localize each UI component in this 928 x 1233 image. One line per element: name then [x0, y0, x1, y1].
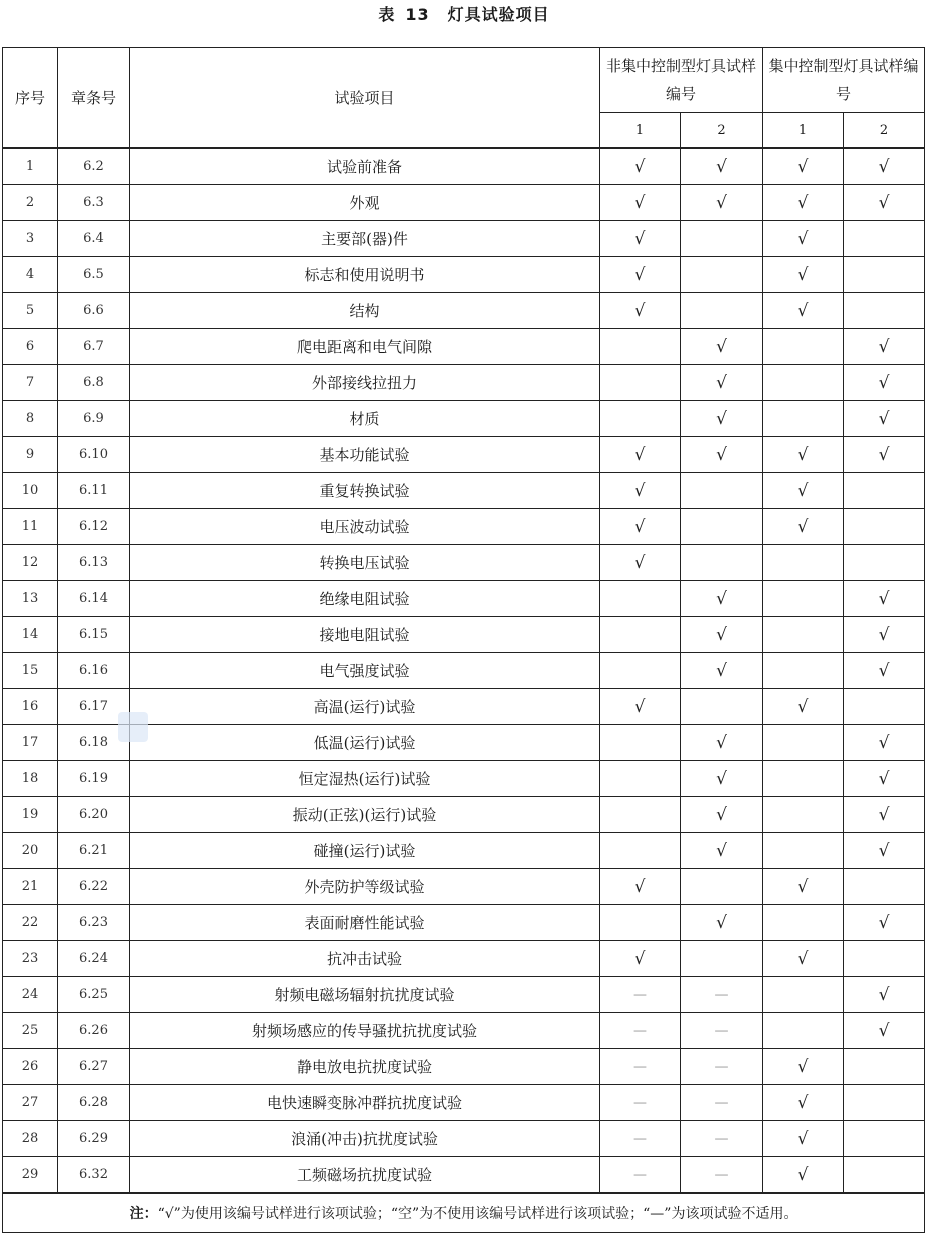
cell-non-centralized-sample-2	[681, 941, 763, 977]
cell-test-item: 爬电距离和电气间隙	[130, 329, 600, 365]
cell-centralized-sample-1: √	[763, 221, 844, 257]
cell-non-centralized-sample-2: —	[681, 1049, 763, 1085]
cell-centralized-sample-1: √	[763, 473, 844, 509]
cell-non-centralized-sample-1: √	[600, 941, 681, 977]
cell-seq: 25	[3, 1013, 58, 1049]
cell-centralized-sample-1	[763, 329, 844, 365]
cell-clause: 6.27	[58, 1049, 130, 1085]
cell-centralized-sample-1	[763, 581, 844, 617]
cell-non-centralized-sample-1	[600, 797, 681, 833]
cell-test-item: 标志和使用说明书	[130, 257, 600, 293]
table-row	[3, 221, 925, 257]
table-row	[3, 473, 925, 509]
cell-non-centralized-sample-2	[681, 869, 763, 905]
cell-centralized-sample-2	[844, 293, 925, 329]
cell-centralized-sample-2	[844, 941, 925, 977]
cell-centralized-sample-2	[844, 1121, 925, 1157]
cell-non-centralized-sample-1: √	[600, 509, 681, 545]
cell-clause: 6.17	[58, 689, 130, 725]
cell-non-centralized-sample-1: √	[600, 257, 681, 293]
cell-non-centralized-sample-2: —	[681, 1157, 763, 1194]
header-group-a-sample-2: 2	[681, 113, 763, 149]
cell-test-item: 电快速瞬变脉冲群抗扰度试验	[130, 1085, 600, 1121]
cell-clause: 6.18	[58, 725, 130, 761]
cell-clause: 6.15	[58, 617, 130, 653]
cell-non-centralized-sample-2: √	[681, 833, 763, 869]
table-row	[3, 1121, 925, 1157]
cell-non-centralized-sample-1	[600, 833, 681, 869]
cell-centralized-sample-2: √	[844, 185, 925, 221]
cell-centralized-sample-2	[844, 221, 925, 257]
table-row	[3, 437, 925, 473]
table-body	[3, 148, 925, 1193]
cell-non-centralized-sample-2: √	[681, 725, 763, 761]
cell-non-centralized-sample-1: √	[600, 473, 681, 509]
cell-seq: 13	[3, 581, 58, 617]
cell-non-centralized-sample-2: √	[681, 617, 763, 653]
cell-test-item: 外部接线拉扭力	[130, 365, 600, 401]
cell-non-centralized-sample-2: √	[681, 401, 763, 437]
caption-title: 灯具试验项目	[447, 5, 550, 24]
cell-non-centralized-sample-2	[681, 293, 763, 329]
cell-non-centralized-sample-2: —	[681, 1085, 763, 1121]
cell-non-centralized-sample-1	[600, 761, 681, 797]
cell-test-item: 基本功能试验	[130, 437, 600, 473]
cell-seq: 10	[3, 473, 58, 509]
cell-centralized-sample-2: √	[844, 653, 925, 689]
table-row	[3, 797, 925, 833]
table-row	[3, 185, 925, 221]
cell-test-item: 转换电压试验	[130, 545, 600, 581]
cell-clause: 6.6	[58, 293, 130, 329]
cell-centralized-sample-2	[844, 1157, 925, 1194]
cell-clause: 6.24	[58, 941, 130, 977]
cell-seq: 11	[3, 509, 58, 545]
cell-seq: 19	[3, 797, 58, 833]
cell-non-centralized-sample-2: √	[681, 437, 763, 473]
cell-clause: 6.4	[58, 221, 130, 257]
cell-centralized-sample-1: √	[763, 257, 844, 293]
cell-centralized-sample-1	[763, 797, 844, 833]
header-group-centralized: 集中控制型灯具试样编号	[763, 48, 925, 113]
cell-non-centralized-sample-1: √	[600, 437, 681, 473]
cell-centralized-sample-2: √	[844, 617, 925, 653]
cell-non-centralized-sample-2: √	[681, 365, 763, 401]
cell-test-item: 静电放电抗扰度试验	[130, 1049, 600, 1085]
cell-clause: 6.8	[58, 365, 130, 401]
cell-centralized-sample-1: √	[763, 437, 844, 473]
watermark-badge	[118, 712, 148, 742]
cell-test-item: 主要部(器)件	[130, 221, 600, 257]
cell-seq: 24	[3, 977, 58, 1013]
cell-centralized-sample-2	[844, 1085, 925, 1121]
cell-centralized-sample-2	[844, 473, 925, 509]
table-row	[3, 761, 925, 797]
header-seq: 序号	[3, 48, 58, 149]
cell-clause: 6.25	[58, 977, 130, 1013]
cell-test-item: 电气强度试验	[130, 653, 600, 689]
cell-test-item: 电压波动试验	[130, 509, 600, 545]
cell-seq: 6	[3, 329, 58, 365]
cell-seq: 18	[3, 761, 58, 797]
cell-clause: 6.9	[58, 401, 130, 437]
cell-test-item: 低温(运行)试验	[130, 725, 600, 761]
cell-test-item: 浪涌(冲击)抗扰度试验	[130, 1121, 600, 1157]
cell-non-centralized-sample-1	[600, 905, 681, 941]
cell-clause: 6.22	[58, 869, 130, 905]
table-row	[3, 257, 925, 293]
cell-seq: 14	[3, 617, 58, 653]
cell-seq: 4	[3, 257, 58, 293]
cell-centralized-sample-1: √	[763, 1157, 844, 1194]
cell-centralized-sample-1: √	[763, 185, 844, 221]
table-row	[3, 293, 925, 329]
cell-non-centralized-sample-2: √	[681, 653, 763, 689]
cell-non-centralized-sample-1: √	[600, 185, 681, 221]
cell-clause: 6.3	[58, 185, 130, 221]
table-row	[3, 148, 925, 185]
cell-seq: 27	[3, 1085, 58, 1121]
cell-seq: 12	[3, 545, 58, 581]
cell-centralized-sample-1	[763, 833, 844, 869]
cell-test-item: 接地电阻试验	[130, 617, 600, 653]
cell-centralized-sample-2: √	[844, 905, 925, 941]
table-row	[3, 617, 925, 653]
cell-centralized-sample-1: √	[763, 869, 844, 905]
cell-non-centralized-sample-1: —	[600, 1121, 681, 1157]
cell-centralized-sample-2: √	[844, 977, 925, 1013]
cell-test-item: 抗冲击试验	[130, 941, 600, 977]
cell-centralized-sample-1	[763, 725, 844, 761]
header-clause: 章条号	[58, 48, 130, 149]
cell-non-centralized-sample-1: √	[600, 545, 681, 581]
cell-seq: 1	[3, 148, 58, 185]
table-row	[3, 1049, 925, 1085]
cell-test-item: 工频磁场抗扰度试验	[130, 1157, 600, 1194]
table-note	[3, 1193, 925, 1233]
cell-clause: 6.26	[58, 1013, 130, 1049]
cell-centralized-sample-2: √	[844, 148, 925, 185]
cell-non-centralized-sample-1: —	[600, 1085, 681, 1121]
cell-non-centralized-sample-2: —	[681, 1013, 763, 1049]
cell-non-centralized-sample-1	[600, 401, 681, 437]
table-row	[3, 545, 925, 581]
cell-centralized-sample-2: √	[844, 833, 925, 869]
cell-non-centralized-sample-1: √	[600, 689, 681, 725]
cell-centralized-sample-1	[763, 401, 844, 437]
cell-clause: 6.2	[58, 148, 130, 185]
cell-centralized-sample-1: √	[763, 1049, 844, 1085]
cell-centralized-sample-1	[763, 365, 844, 401]
cell-non-centralized-sample-2: —	[681, 977, 763, 1013]
cell-clause: 6.10	[58, 437, 130, 473]
table-row	[3, 509, 925, 545]
cell-centralized-sample-2	[844, 545, 925, 581]
cell-seq: 28	[3, 1121, 58, 1157]
table-row	[3, 365, 925, 401]
cell-centralized-sample-1	[763, 977, 844, 1013]
table-row	[3, 941, 925, 977]
cell-centralized-sample-2: √	[844, 725, 925, 761]
cell-non-centralized-sample-1	[600, 581, 681, 617]
header-group-a-sample-1: 1	[600, 113, 681, 149]
cell-centralized-sample-1: √	[763, 509, 844, 545]
cell-non-centralized-sample-1: √	[600, 221, 681, 257]
cell-centralized-sample-2: √	[844, 329, 925, 365]
cell-non-centralized-sample-2: √	[681, 185, 763, 221]
cell-test-item: 外观	[130, 185, 600, 221]
cell-centralized-sample-2	[844, 509, 925, 545]
cell-centralized-sample-1: √	[763, 1085, 844, 1121]
cell-non-centralized-sample-1	[600, 617, 681, 653]
table-row	[3, 1013, 925, 1049]
cell-seq: 15	[3, 653, 58, 689]
cell-test-item: 结构	[130, 293, 600, 329]
cell-centralized-sample-1: √	[763, 689, 844, 725]
cell-non-centralized-sample-1: √	[600, 293, 681, 329]
cell-test-item: 射频场感应的传导骚扰抗扰度试验	[130, 1013, 600, 1049]
cell-non-centralized-sample-2	[681, 257, 763, 293]
cell-centralized-sample-2	[844, 1049, 925, 1085]
cell-centralized-sample-1	[763, 905, 844, 941]
cell-non-centralized-sample-2: √	[681, 329, 763, 365]
table-header	[3, 48, 925, 149]
cell-seq: 3	[3, 221, 58, 257]
cell-non-centralized-sample-2	[681, 221, 763, 257]
cell-non-centralized-sample-2	[681, 689, 763, 725]
cell-non-centralized-sample-1	[600, 653, 681, 689]
note-text: “√”为使用该编号试样进行该项试验；“空”为不使用该编号试样进行该项试验；“—”为该项试验不适用。	[157, 1206, 798, 1222]
cell-centralized-sample-1	[763, 653, 844, 689]
cell-seq: 9	[3, 437, 58, 473]
cell-test-item: 试验前准备	[130, 148, 600, 185]
cell-non-centralized-sample-1: —	[600, 1013, 681, 1049]
cell-test-item: 外壳防护等级试验	[130, 869, 600, 905]
cell-centralized-sample-2: √	[844, 761, 925, 797]
cell-non-centralized-sample-2: √	[681, 797, 763, 833]
cell-seq: 17	[3, 725, 58, 761]
cell-centralized-sample-2: √	[844, 437, 925, 473]
cell-non-centralized-sample-1	[600, 725, 681, 761]
cell-test-item: 表面耐磨性能试验	[130, 905, 600, 941]
cell-clause: 6.28	[58, 1085, 130, 1121]
cell-non-centralized-sample-2: √	[681, 148, 763, 185]
cell-centralized-sample-1	[763, 761, 844, 797]
table-caption	[0, 0, 928, 30]
cell-non-centralized-sample-2: √	[681, 581, 763, 617]
cell-seq: 23	[3, 941, 58, 977]
cell-centralized-sample-2	[844, 257, 925, 293]
cell-centralized-sample-2: √	[844, 401, 925, 437]
cell-clause: 6.32	[58, 1157, 130, 1194]
header-group-b-sample-1: 1	[763, 113, 844, 149]
cell-centralized-sample-1	[763, 545, 844, 581]
cell-clause: 6.7	[58, 329, 130, 365]
header-item: 试验项目	[130, 48, 600, 149]
table-row	[3, 581, 925, 617]
cell-test-item: 高温(运行)试验	[130, 689, 600, 725]
cell-test-item: 射频电磁场辐射抗扰度试验	[130, 977, 600, 1013]
cell-clause: 6.12	[58, 509, 130, 545]
cell-clause: 6.5	[58, 257, 130, 293]
cell-non-centralized-sample-2: √	[681, 761, 763, 797]
caption-number: 13	[405, 5, 430, 24]
table-row	[3, 329, 925, 365]
cell-seq: 2	[3, 185, 58, 221]
table-row	[3, 869, 925, 905]
cell-centralized-sample-1: √	[763, 293, 844, 329]
cell-non-centralized-sample-1: √	[600, 148, 681, 185]
cell-clause: 6.13	[58, 545, 130, 581]
test-items-table	[2, 47, 925, 1233]
cell-seq: 22	[3, 905, 58, 941]
cell-seq: 21	[3, 869, 58, 905]
cell-test-item: 重复转换试验	[130, 473, 600, 509]
table-row	[3, 833, 925, 869]
cell-centralized-sample-1: √	[763, 148, 844, 185]
table-row	[3, 653, 925, 689]
note-prefix: 注：	[129, 1206, 158, 1222]
cell-centralized-sample-2	[844, 689, 925, 725]
table-row	[3, 1085, 925, 1121]
cell-clause: 6.14	[58, 581, 130, 617]
cell-centralized-sample-2: √	[844, 365, 925, 401]
table-row	[3, 905, 925, 941]
cell-seq: 26	[3, 1049, 58, 1085]
cell-test-item: 恒定湿热(运行)试验	[130, 761, 600, 797]
cell-clause: 6.16	[58, 653, 130, 689]
table-row	[3, 401, 925, 437]
cell-non-centralized-sample-1: √	[600, 869, 681, 905]
cell-clause: 6.19	[58, 761, 130, 797]
cell-centralized-sample-2	[844, 869, 925, 905]
cell-centralized-sample-2: √	[844, 581, 925, 617]
cell-seq: 16	[3, 689, 58, 725]
cell-test-item: 碰撞(运行)试验	[130, 833, 600, 869]
cell-centralized-sample-2: √	[844, 797, 925, 833]
caption-label: 表	[378, 5, 396, 24]
cell-test-item: 绝缘电阻试验	[130, 581, 600, 617]
header-group-b-sample-2: 2	[844, 113, 925, 149]
cell-seq: 7	[3, 365, 58, 401]
table-row	[3, 977, 925, 1013]
cell-non-centralized-sample-1: —	[600, 977, 681, 1013]
cell-test-item: 振动(正弦)(运行)试验	[130, 797, 600, 833]
cell-non-centralized-sample-2: —	[681, 1121, 763, 1157]
header-group-non-centralized: 非集中控制型灯具试样编号	[600, 48, 763, 113]
cell-clause: 6.21	[58, 833, 130, 869]
cell-non-centralized-sample-1	[600, 329, 681, 365]
cell-centralized-sample-1: √	[763, 1121, 844, 1157]
cell-clause: 6.11	[58, 473, 130, 509]
cell-centralized-sample-1	[763, 1013, 844, 1049]
cell-clause: 6.23	[58, 905, 130, 941]
cell-non-centralized-sample-2: √	[681, 905, 763, 941]
cell-seq: 8	[3, 401, 58, 437]
cell-test-item: 材质	[130, 401, 600, 437]
cell-clause: 6.20	[58, 797, 130, 833]
cell-seq: 29	[3, 1157, 58, 1194]
cell-non-centralized-sample-2	[681, 509, 763, 545]
cell-seq: 20	[3, 833, 58, 869]
cell-non-centralized-sample-1	[600, 365, 681, 401]
cell-non-centralized-sample-2	[681, 545, 763, 581]
cell-non-centralized-sample-1: —	[600, 1157, 681, 1194]
table-row	[3, 1157, 925, 1194]
cell-centralized-sample-1: √	[763, 941, 844, 977]
cell-seq: 5	[3, 293, 58, 329]
cell-non-centralized-sample-2	[681, 473, 763, 509]
cell-clause: 6.29	[58, 1121, 130, 1157]
cell-non-centralized-sample-1: —	[600, 1049, 681, 1085]
cell-centralized-sample-1	[763, 617, 844, 653]
cell-centralized-sample-2: √	[844, 1013, 925, 1049]
